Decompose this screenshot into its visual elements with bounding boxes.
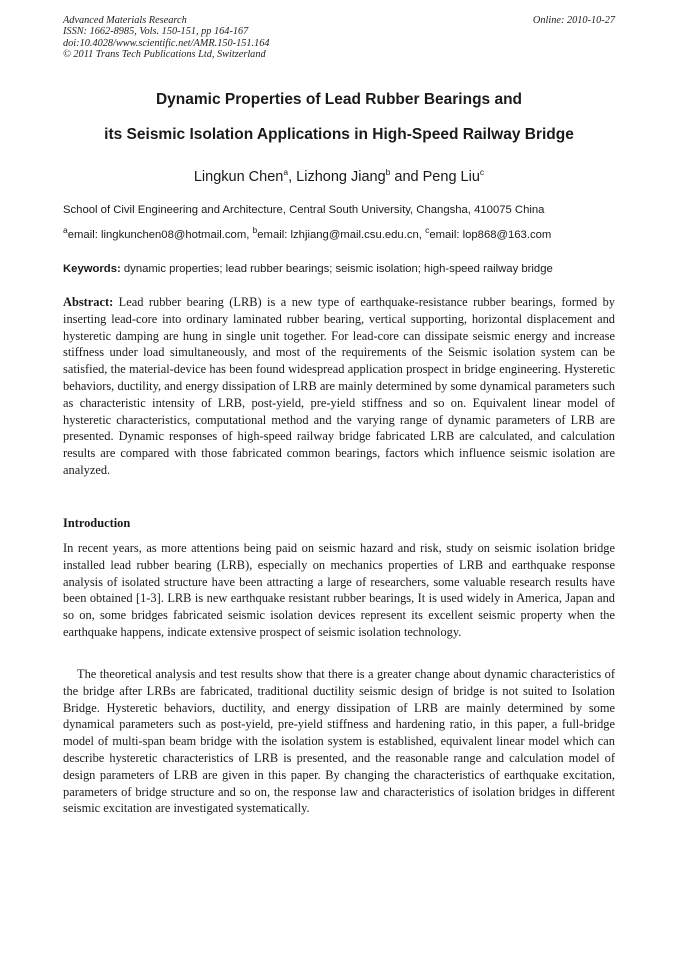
author-list: [63, 167, 615, 187]
abstract-text: Lead rubber bearing (LRB) is a new type of earthquake-resistance rubber bearings, formed by inserting lead-core into ordinary laminated rubber bearing, vertical supporting, horizontal displacement and hysteretic damping are hung in single unit together. For lead-core can dissipate seismic energy and increase stiffness under load simultaneously, and most of the requirements of the Seismic isolation system can be satisfied, the material-device has been found widespread application prospect in bridge engineering. Hysteretic behaviors, ductility, and energy dissipation of LRB are mainly determined by some dynamical parameters such as characteristic intensity of LRB, post-yield, pre-yield stiffness and so on. Equivalent linear model of hysteretic characteristics, computational method and the varying range of dynamic parameters of LRB are presented. Dynamic responses of high-speed railway bridge fabricated LRB are calculated, and calculation results are compared with those fabricated common bearings, factors which influence seismic isolation are analyzed.: [63, 295, 615, 477]
email-c-mark: c: [425, 225, 430, 236]
affiliation: School of Civil Engineering and Architecture, Central South University, Changsha, 410075 China: [63, 204, 545, 216]
introduction-heading: Introduction: [63, 516, 131, 530]
email-a: email: lingkunchen08@hotmail.com,: [67, 229, 253, 241]
abstract-label: Abstract:: [63, 295, 114, 309]
paper-title-line-2: its Seismic Isolation Applications in High-Speed Railway Bridge: [104, 126, 574, 143]
abstract: [63, 294, 615, 479]
paper-title-line-1: Dynamic Properties of Lead Rubber Bearings and: [155, 91, 523, 108]
online-date: Online: 2010-10-27: [532, 15, 615, 26]
copyright-line: © 2011 Trans Tech Publications Ltd, Switzerland: [63, 48, 266, 60]
author-1-name: Lingkun Chen: [193, 169, 284, 185]
email-line: [63, 227, 623, 243]
email-c: email: lop868@163.com: [429, 229, 552, 241]
keywords: [63, 261, 623, 277]
doi-line: doi:10.4028/www.scientific.net/AMR.150-151.164: [63, 37, 270, 49]
keywords-text: dynamic properties; lead rubber bearings; seismic isolation; high-speed railway bridge: [120, 263, 553, 275]
introduction-paragraph-1: [63, 540, 615, 641]
keywords-label: Keywords:: [63, 263, 121, 275]
email-b-mark: b: [252, 225, 258, 236]
issn-line: ISSN: 1662-8985, Vols. 150-151, pp 164-167: [63, 26, 249, 38]
author-2-name: Lizhong Jiang: [296, 169, 386, 185]
author-1-affil-mark: a: [283, 167, 289, 178]
introduction-paragraph-2-text: The theoretical analysis and test results show that there is a greater change about dynamic characteristics of the bridge after LRBs are fabricated, traditional ductility seismic design of bridge is not suited to Isolation Bridge. Hysteretic behaviors, ductility, and energy dissipation of LRB are mainly determined by some dynamical parameters such as post-yield, pre-yield stiffness and hardening ratio, in this paper, a full-bridge model of multi-span beam bridge with the isolation system is established, equivalent linear model which can describe hysteretic characteristics of LRB is presented, and the reasonable range and calculation model of design parameters of LRB are given in this paper. By changing the characteristics of earthquake excitation, parameters of bridge structure and so on, the response law and characteristics of isolation bridges in different seismic excitation are investigated systematically.: [63, 667, 615, 816]
introduction-paragraph-2: [63, 666, 615, 817]
author-2-affil-mark: b: [385, 167, 391, 178]
author-separator-1: ,: [288, 169, 297, 185]
author-separator-2: and: [390, 169, 423, 185]
author-3-name: Peng Liu: [422, 169, 480, 185]
introduction-paragraph-1-text: In recent years, as more attentions being paid on seismic hazard and risk, study on seismic isolation bridge installed lead rubber bearing (LRB), especially on mechanics properties of LRB and earthquake response analysis of isolated structure have been attracting a large of researchers, some valuable research results have been obtained [1-3]. LRB is new earthquake resistant rubber bearings, It is used widely in America, Japan and so on, some bridges fabricated seismic isolation devices represent its excellent seismic property when the earthquake happens, indicate extensive prospect of seismic isolation technology.: [63, 541, 615, 639]
email-a-mark: a: [63, 225, 68, 236]
journal-name: Advanced Materials Research: [63, 15, 187, 26]
author-3-affil-mark: c: [479, 167, 485, 178]
journal-header: [63, 15, 615, 60]
email-b: email: lzhjiang@mail.csu.edu.cn,: [257, 229, 426, 241]
